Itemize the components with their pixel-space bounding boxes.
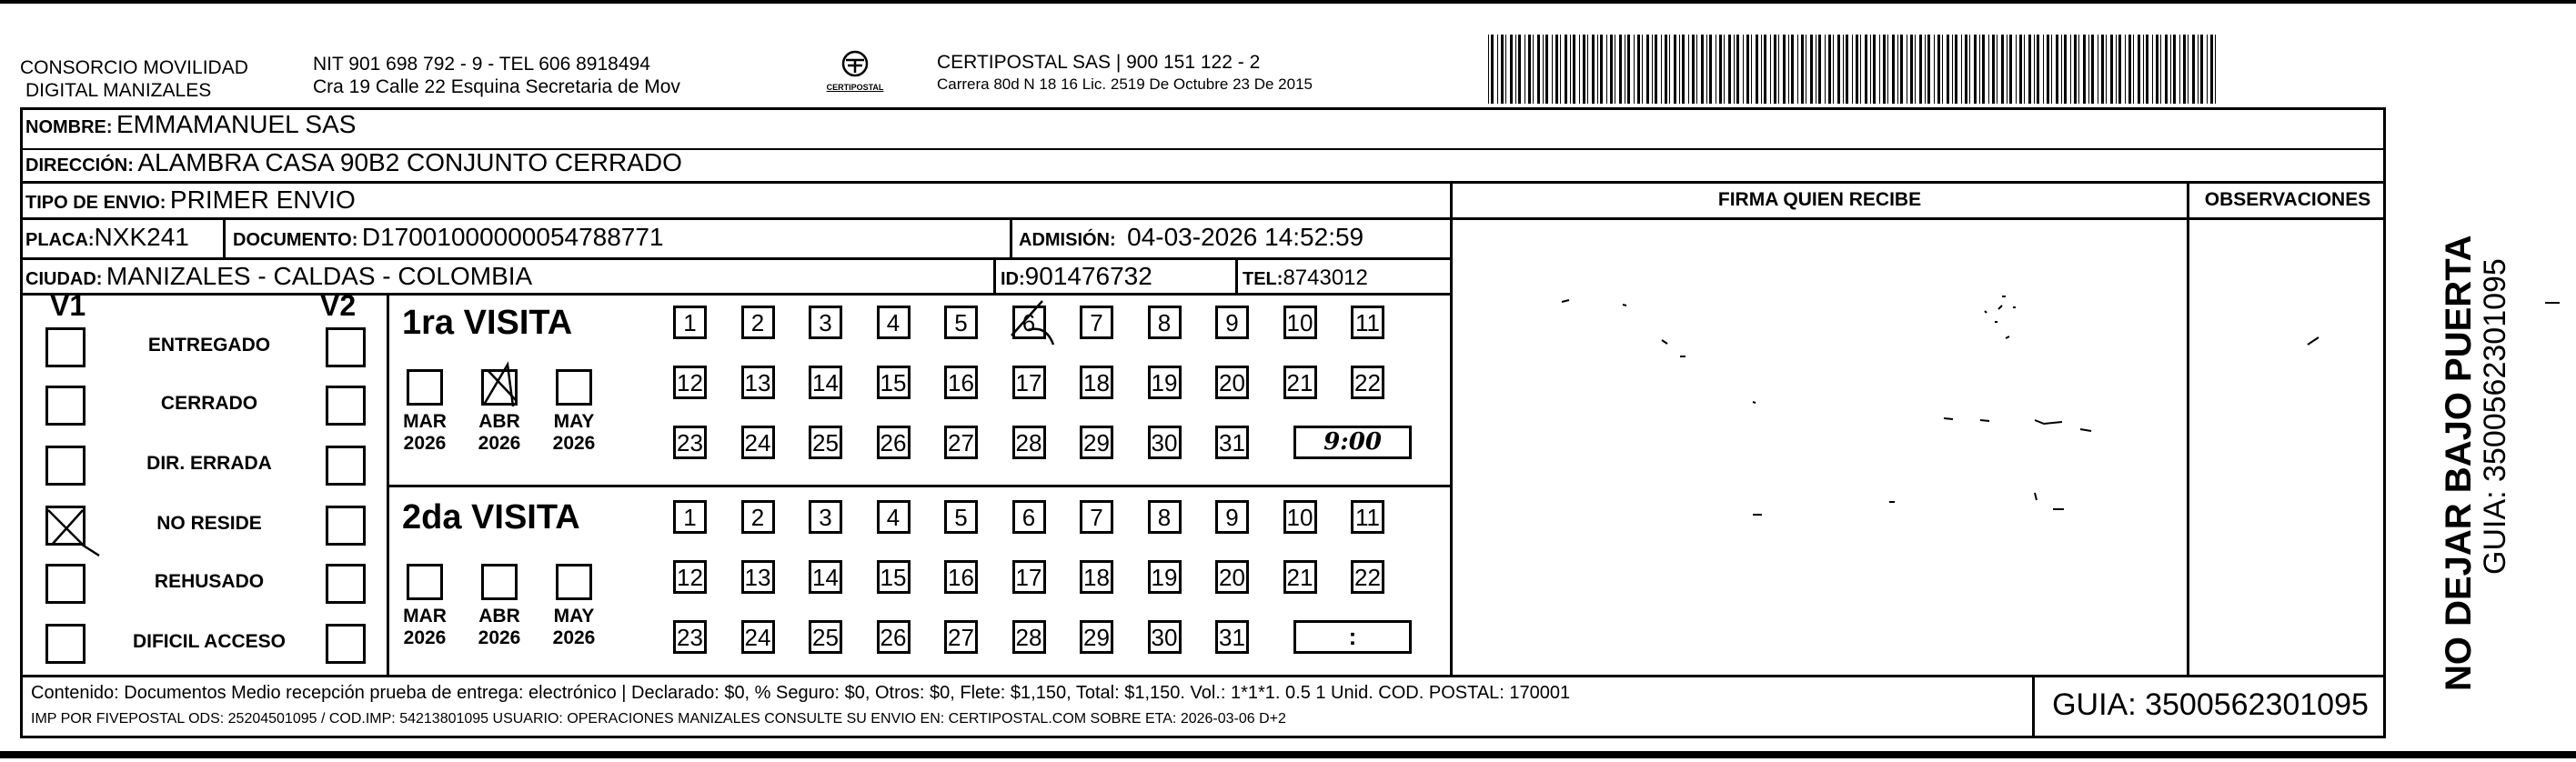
day-box[interactable]: 14 bbox=[809, 366, 842, 399]
month-checkbox[interactable] bbox=[556, 369, 592, 406]
side-warning: NO DEJAR BAJO PUERTA bbox=[2439, 235, 2479, 691]
day-box[interactable]: 18 bbox=[1080, 366, 1113, 399]
day-box[interactable]: 26 bbox=[877, 620, 911, 654]
divider bbox=[1235, 259, 1238, 296]
month-name: MAY bbox=[553, 411, 595, 432]
footer-content-line: Contenido: Documentos Medio recepción prueba de entrega: electrónico | Declarado: $0, % Seguro: $0, Otros: $0, Flete: $1,150, Total: $1,150. Vol.: 1*1*1. 0.5 1 Unid. COD. POSTAL: 170001 bbox=[31, 683, 1571, 703]
day-box[interactable]: 14 bbox=[809, 560, 842, 594]
nit-line: NIT 901 698 792 - 9 - TEL 606 8918494 bbox=[313, 54, 650, 75]
day-box[interactable]: 8 bbox=[1148, 500, 1182, 534]
day-box[interactable]: 1 bbox=[673, 306, 707, 339]
month-name: ABR bbox=[478, 606, 520, 627]
day-box[interactable]: 6 bbox=[1012, 500, 1046, 534]
strike-mark-icon bbox=[1010, 297, 1064, 352]
id-value: 901476732 bbox=[1024, 262, 1152, 290]
status-label: NO RESIDE bbox=[156, 513, 262, 534]
observaciones-header: OBSERVACIONES bbox=[2204, 189, 2371, 210]
x-mark-icon bbox=[43, 503, 97, 557]
day-box[interactable]: 9 bbox=[1215, 306, 1249, 339]
visit-title: 1ra VISITA bbox=[402, 304, 573, 342]
tipo-label: TIPO DE ENVIO: bbox=[25, 193, 166, 213]
day-box[interactable]: 25 bbox=[809, 620, 842, 654]
month-checkbox[interactable] bbox=[407, 564, 443, 600]
day-box[interactable]: 10 bbox=[1283, 306, 1317, 339]
day-box[interactable]: 13 bbox=[741, 560, 775, 594]
status-label: DIR. ERRADA bbox=[146, 453, 272, 474]
rule bbox=[387, 485, 1450, 487]
month-label bbox=[547, 411, 601, 455]
day-box[interactable]: 4 bbox=[877, 500, 911, 534]
logo-icon bbox=[835, 49, 875, 78]
row-id bbox=[1001, 262, 1152, 291]
day-box[interactable]: 20 bbox=[1215, 366, 1249, 399]
status-label: CERRADO bbox=[160, 393, 258, 414]
month-label bbox=[472, 606, 527, 649]
x-mark-icon bbox=[480, 361, 526, 412]
company-contact bbox=[313, 53, 680, 98]
admision-value: 04-03-2026 14:52:59 bbox=[1127, 223, 1364, 251]
courier-info bbox=[937, 51, 1313, 95]
status-label: REHUSADO bbox=[154, 571, 265, 592]
ciudad-label: CIUDAD: bbox=[25, 269, 103, 289]
month-year: 2026 bbox=[552, 433, 596, 454]
top-edge bbox=[0, 0, 2576, 4]
documento-label: DOCUMENTO: bbox=[233, 230, 358, 250]
month-label bbox=[397, 411, 452, 455]
day-box[interactable]: 17 bbox=[1012, 366, 1046, 399]
tel-value: 8743012 bbox=[1283, 266, 1368, 290]
placa-label: PLACA: bbox=[25, 230, 95, 250]
day-box[interactable]: 22 bbox=[1351, 366, 1384, 399]
day-box[interactable]: 2 bbox=[741, 306, 775, 339]
day-box[interactable]: 24 bbox=[741, 426, 775, 459]
day-box[interactable]: 15 bbox=[877, 560, 911, 594]
row-nombre bbox=[20, 110, 2386, 150]
nombre-value: EMMAMANUEL SAS bbox=[116, 110, 357, 138]
observaciones-area[interactable] bbox=[2189, 220, 2386, 677]
day-box[interactable]: 3 bbox=[809, 500, 842, 534]
rule bbox=[20, 293, 1450, 296]
time-box[interactable]: 9:00 bbox=[1293, 426, 1412, 459]
v1-checkbox[interactable] bbox=[45, 446, 86, 486]
v2-checkbox[interactable] bbox=[326, 446, 366, 486]
v2-checkbox[interactable] bbox=[326, 506, 366, 546]
bottom-edge bbox=[0, 751, 2576, 758]
month-label bbox=[547, 606, 601, 649]
day-box[interactable]: 7 bbox=[1080, 500, 1113, 534]
nombre-label: NOMBRE: bbox=[25, 117, 113, 137]
month-year: 2026 bbox=[403, 433, 447, 454]
row-ciudad bbox=[25, 262, 532, 291]
day-box[interactable]: 21 bbox=[1283, 366, 1317, 399]
rule bbox=[20, 217, 1450, 220]
address-line: Cra 19 Calle 22 Esquina Secretaria de Mov bbox=[313, 76, 680, 97]
day-box[interactable]: 5 bbox=[944, 306, 978, 339]
company-name bbox=[20, 56, 248, 102]
time-box[interactable]: : bbox=[1293, 620, 1412, 654]
v1-checkbox[interactable] bbox=[45, 506, 86, 546]
day-box[interactable]: 19 bbox=[1148, 366, 1182, 399]
day-box[interactable]: 2 bbox=[741, 500, 775, 534]
logo-text: CERTIPOSTAL bbox=[826, 83, 884, 92]
row-direccion bbox=[20, 148, 2386, 183]
visit-title: 2da VISITA bbox=[402, 498, 580, 536]
documento-value: D17001000000054788771 bbox=[361, 223, 664, 251]
day-box[interactable]: 28 bbox=[1012, 620, 1046, 654]
status-label: ENTREGADO bbox=[147, 335, 271, 356]
tel-label: TEL: bbox=[1243, 269, 1283, 289]
footer-imp-line: IMP POR FIVEPOSTAL ODS: 25204501095 / COD.IMP: 54213801095 USUARIO: OPERACIONES MANIZALES CONSULTE SU ENVIO EN: CERTIPOSTAL.COM SOBRE ETA: 2026-03-06 D+2 bbox=[31, 711, 1286, 727]
day-box[interactable]: 20 bbox=[1215, 560, 1249, 594]
certipostal-logo bbox=[810, 49, 901, 92]
row-tipo bbox=[25, 185, 356, 215]
signature-area[interactable] bbox=[1453, 220, 2187, 677]
day-box[interactable]: 4 bbox=[877, 306, 911, 339]
row-documento bbox=[233, 223, 664, 252]
barcode bbox=[1488, 35, 2216, 104]
month-year: 2026 bbox=[478, 627, 521, 648]
day-box[interactable] bbox=[1012, 306, 1046, 339]
status-label: DIFICIL ACCESO bbox=[132, 631, 286, 652]
day-box[interactable]: 29 bbox=[1080, 620, 1113, 654]
v2-label: V2 bbox=[320, 289, 357, 322]
day-box[interactable]: 25 bbox=[809, 426, 842, 459]
day-box[interactable]: 7 bbox=[1080, 306, 1113, 339]
divider bbox=[993, 259, 996, 296]
admision-label: ADMISIÓN: bbox=[1019, 230, 1116, 250]
day-box[interactable]: 27 bbox=[944, 620, 978, 654]
day-box[interactable]: 11 bbox=[1351, 306, 1384, 339]
day-box[interactable]: 31 bbox=[1215, 426, 1249, 459]
day-box[interactable]: 26 bbox=[877, 426, 911, 459]
id-label: ID: bbox=[1001, 269, 1025, 289]
courier-line2: Carrera 80d N 18 16 Lic. 2519 De Octubre 23 De 2015 bbox=[937, 75, 1313, 93]
day-box[interactable]: 1 bbox=[673, 500, 707, 534]
day-box[interactable]: 11 bbox=[1351, 500, 1384, 534]
day-box[interactable]: 23 bbox=[673, 620, 707, 654]
company-line1: CONSORCIO MOVILIDAD bbox=[20, 57, 248, 78]
signature-marks bbox=[1453, 220, 2187, 677]
company-line2: DIGITAL MANIZALES bbox=[25, 80, 212, 101]
v2-checkbox[interactable] bbox=[326, 564, 366, 604]
footer-guia: GUIA: 3500562301095 bbox=[2052, 687, 2369, 722]
day-box[interactable]: 23 bbox=[673, 426, 707, 459]
tipo-value: PRIMER ENVIO bbox=[169, 185, 356, 214]
day-box[interactable]: 27 bbox=[944, 426, 978, 459]
month-label bbox=[472, 411, 527, 455]
row-tel bbox=[1243, 266, 1368, 291]
row-placa bbox=[25, 223, 189, 252]
v2-checkbox[interactable] bbox=[326, 386, 366, 426]
direccion-label: DIRECCIÓN: bbox=[25, 155, 134, 175]
day-box[interactable]: 24 bbox=[741, 620, 775, 654]
day-box[interactable]: 13 bbox=[741, 366, 775, 399]
v1-checkbox[interactable] bbox=[45, 564, 86, 604]
month-label bbox=[397, 606, 452, 649]
observaciones-mark bbox=[2189, 220, 2386, 677]
day-box[interactable]: 22 bbox=[1351, 560, 1384, 594]
firma-header: FIRMA QUIEN RECIBE bbox=[1717, 189, 1922, 210]
month-year: 2026 bbox=[552, 627, 596, 648]
v1-checkbox[interactable] bbox=[45, 386, 86, 426]
row-admision bbox=[1019, 223, 1363, 252]
day-box[interactable]: 12 bbox=[673, 560, 707, 594]
month-checkbox[interactable] bbox=[481, 564, 518, 600]
day-box[interactable]: 21 bbox=[1283, 560, 1317, 594]
rule bbox=[20, 675, 2386, 677]
day-box[interactable]: 18 bbox=[1080, 560, 1113, 594]
edge-mark bbox=[2545, 302, 2560, 304]
ciudad-value: MANIZALES - CALDAS - COLOMBIA bbox=[106, 262, 533, 290]
day-box[interactable]: 12 bbox=[673, 366, 707, 399]
courier-line1: CERTIPOSTAL SAS | 900 151 122 - 2 bbox=[937, 52, 1261, 73]
day-box[interactable]: 30 bbox=[1148, 620, 1182, 654]
month-name: MAR bbox=[403, 606, 447, 627]
month-checkbox[interactable] bbox=[481, 369, 518, 406]
day-box[interactable]: 10 bbox=[1283, 500, 1317, 534]
v2-checkbox[interactable] bbox=[326, 327, 366, 367]
rule bbox=[20, 181, 2386, 184]
placa-value: NXK241 bbox=[94, 223, 189, 251]
divider bbox=[1010, 217, 1012, 259]
divider bbox=[223, 217, 226, 259]
day-box[interactable]: 15 bbox=[877, 366, 911, 399]
direccion-value: ALAMBRA CASA 90B2 CONJUNTO CERRADO bbox=[137, 148, 682, 176]
month-name: MAR bbox=[403, 411, 447, 432]
day-box[interactable]: 3 bbox=[809, 306, 842, 339]
side-guia: GUIA: 3500562301095 bbox=[2478, 258, 2512, 575]
day-box[interactable]: 28 bbox=[1012, 426, 1046, 459]
month-checkbox[interactable] bbox=[556, 564, 592, 600]
day-box[interactable]: 29 bbox=[1080, 426, 1113, 459]
day-box[interactable]: 19 bbox=[1148, 560, 1182, 594]
day-box[interactable]: 17 bbox=[1012, 560, 1046, 594]
day-number: 6 bbox=[1021, 309, 1036, 336]
month-checkbox[interactable] bbox=[407, 369, 443, 406]
day-box[interactable]: 31 bbox=[1215, 620, 1249, 654]
day-box[interactable]: 16 bbox=[944, 560, 978, 594]
day-box[interactable]: 30 bbox=[1148, 426, 1182, 459]
v1-checkbox[interactable] bbox=[45, 624, 86, 664]
month-name: ABR bbox=[478, 411, 520, 432]
month-year: 2026 bbox=[403, 627, 447, 648]
month-year: 2026 bbox=[478, 433, 521, 454]
day-box[interactable]: 5 bbox=[944, 500, 978, 534]
day-box[interactable]: 8 bbox=[1148, 306, 1182, 339]
day-box[interactable]: 9 bbox=[1215, 500, 1249, 534]
v2-checkbox[interactable] bbox=[326, 624, 366, 664]
month-name: MAY bbox=[553, 606, 595, 627]
day-box[interactable]: 16 bbox=[944, 366, 978, 399]
v1-checkbox[interactable] bbox=[45, 327, 86, 367]
v1-label: V1 bbox=[50, 289, 86, 322]
